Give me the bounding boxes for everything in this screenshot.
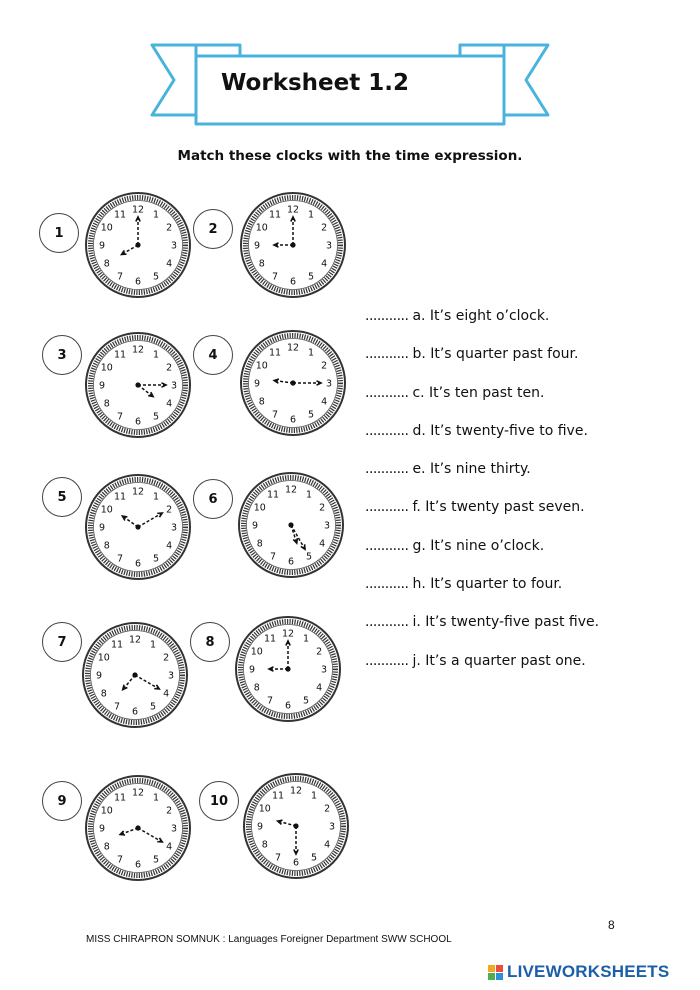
clock-face — [83, 330, 193, 440]
clock-center-dot — [288, 522, 293, 527]
clock-numeral: 5 — [302, 695, 310, 707]
clock-numeral: 5 — [152, 411, 160, 423]
clock-numeral: 2 — [166, 805, 173, 817]
clock-numeral: 11 — [113, 349, 127, 361]
answer-text: f. It’s twenty past seven. — [412, 499, 585, 516]
clock-numeral: 2 — [166, 504, 173, 516]
clock-numeral: 7 — [116, 411, 124, 423]
clock-numeral: 8 — [256, 538, 263, 550]
clock-numeral: 1 — [305, 489, 313, 501]
clock-2 — [238, 190, 348, 300]
clock-numeral: 12 — [131, 344, 145, 356]
clock-numeral: 1 — [302, 633, 310, 645]
clock-numeral: 2 — [321, 222, 328, 234]
answer-blank[interactable]: ........... — [365, 422, 409, 439]
clock-1 — [83, 190, 193, 300]
answer-text: b. It’s quarter past four. — [412, 346, 579, 363]
clock-numeral: 3 — [167, 670, 175, 682]
answer-text: j. It’s a quarter past one. — [412, 652, 586, 669]
clock-numeral: 7 — [116, 553, 124, 565]
clock-numeral: 12 — [128, 634, 142, 646]
clock-numeral: 7 — [113, 701, 121, 713]
clock-numeral: 12 — [131, 787, 145, 799]
clock-numeral: 7 — [271, 271, 279, 283]
clock-numeral: 1 — [310, 790, 318, 802]
clock-center-dot — [293, 823, 298, 828]
answer-text: g. It’s nine o’clock. — [412, 537, 545, 554]
answer-text: c. It’s ten past ten. — [412, 384, 545, 401]
clock-numeral: 6 — [292, 857, 300, 869]
clock-label: 9 — [57, 793, 67, 809]
answer-blank[interactable]: ........... — [365, 308, 409, 324]
answer-blank[interactable]: ........... — [365, 614, 409, 631]
clock-numeral: 10 — [253, 502, 266, 514]
clock-numeral: 2 — [324, 803, 331, 815]
answer-item — [365, 423, 599, 461]
clock-numeral: 10 — [250, 646, 263, 658]
logo-square — [488, 965, 495, 972]
clock-numeral: 11 — [266, 489, 280, 501]
logo-square — [488, 973, 495, 980]
answer-item — [365, 614, 599, 652]
clock-numeral: 4 — [166, 841, 173, 853]
clock-numeral: 2 — [163, 652, 170, 664]
clock-numeral: 11 — [268, 209, 282, 221]
answer-text: e. It’s nine thirty. — [412, 461, 531, 478]
clock-center-dot — [132, 672, 137, 677]
clock-numeral: 6 — [289, 276, 297, 288]
footer-credit: MISS CHIRAPRON SOMNUK : Languages Foreigner Department SWW SCHOOL — [86, 934, 452, 945]
clock-numeral: 11 — [110, 639, 124, 651]
clock-numeral: 7 — [116, 854, 124, 866]
clock-numeral: 12 — [286, 204, 300, 216]
clock-center-dot — [135, 382, 140, 387]
clock-label: 1 — [54, 225, 64, 241]
clock-numeral: 4 — [319, 538, 326, 550]
clock-numeral: 3 — [320, 664, 328, 676]
clock-numeral: 4 — [324, 839, 331, 851]
clock-numeral: 5 — [310, 852, 318, 864]
clock-numeral: 7 — [116, 271, 124, 283]
clock-numeral: 9 — [248, 664, 256, 676]
clock-face — [83, 773, 193, 883]
clock-numeral: 3 — [170, 240, 178, 252]
clock-label: 2 — [208, 221, 218, 237]
clock-numeral: 10 — [97, 652, 110, 664]
clock-center-dot — [135, 825, 140, 830]
clock-numeral: 4 — [166, 258, 173, 270]
clock-9 — [83, 773, 193, 883]
answer-item — [365, 499, 599, 537]
clock-numeral: 12 — [286, 342, 300, 354]
answer-item — [365, 461, 599, 499]
clock-numeral: 10 — [100, 805, 113, 817]
clock-face — [83, 472, 193, 582]
clock-badge-7 — [42, 622, 82, 662]
liveworksheets-logo[interactable] — [488, 961, 669, 983]
clock-numeral: 6 — [134, 558, 142, 570]
answer-text: a. It’s eight o’clock. — [412, 308, 550, 324]
page-number: 8 — [608, 918, 615, 932]
clock-8 — [233, 614, 343, 724]
clock-10 — [241, 771, 351, 881]
clock-numeral: 2 — [166, 362, 173, 374]
clock-label: 6 — [208, 491, 218, 507]
clock-numeral: 9 — [95, 670, 103, 682]
clock-numeral: 8 — [258, 258, 265, 270]
answer-item — [365, 385, 599, 423]
clock-numeral: 10 — [100, 222, 113, 234]
clock-numeral: 9 — [98, 240, 106, 252]
answer-text: d. It’s twenty-five to five. — [412, 422, 588, 439]
clock-numeral: 4 — [316, 682, 323, 694]
clock-numeral: 9 — [256, 821, 264, 833]
clock-face — [236, 470, 346, 580]
answer-item — [365, 308, 599, 346]
clock-numeral: 4 — [166, 540, 173, 552]
clock-label: 3 — [57, 347, 67, 363]
clock-numeral: 10 — [255, 360, 268, 372]
clock-label: 10 — [209, 793, 229, 809]
clock-label: 5 — [57, 489, 67, 505]
clock-numeral: 10 — [255, 222, 268, 234]
clock-numeral: 9 — [98, 823, 106, 835]
clock-numeral: 8 — [103, 540, 110, 552]
clock-numeral: 4 — [163, 688, 170, 700]
clock-badge-6 — [193, 479, 233, 519]
answer-text: h. It’s quarter to four. — [412, 576, 563, 593]
clock-numeral: 1 — [149, 639, 157, 651]
clock-center-dot — [290, 380, 295, 385]
answer-blank[interactable]: ........... — [365, 499, 409, 516]
clock-numeral: 2 — [319, 502, 326, 514]
clock-badge-3 — [42, 335, 82, 375]
clock-badge-5 — [42, 477, 82, 517]
clock-numeral: 10 — [100, 362, 113, 374]
clock-numeral: 3 — [325, 378, 333, 390]
clock-numeral: 2 — [166, 222, 173, 234]
answer-item — [365, 346, 599, 384]
answer-blank[interactable]: ........... — [365, 384, 409, 401]
clock-badge-9 — [42, 781, 82, 821]
answer-text: i. It’s twenty-five past five. — [412, 614, 600, 631]
clock-numeral: 4 — [166, 398, 173, 410]
clock-numeral: 7 — [269, 551, 277, 563]
clock-numeral: 11 — [268, 347, 282, 359]
clock-numeral: 9 — [253, 240, 261, 252]
clock-numeral: 9 — [251, 520, 259, 532]
clock-face — [83, 190, 193, 300]
clock-center-dot — [290, 242, 295, 247]
answer-item — [365, 538, 599, 576]
clock-numeral: 4 — [321, 258, 328, 270]
clock-numeral: 6 — [289, 414, 297, 426]
clock-numeral: 7 — [274, 852, 282, 864]
clock-numeral: 8 — [103, 398, 110, 410]
clock-numeral: 11 — [271, 790, 285, 802]
clock-numeral: 3 — [170, 823, 178, 835]
clock-numeral: 1 — [152, 349, 160, 361]
clock-face — [238, 190, 348, 300]
answer-item — [365, 576, 599, 614]
clock-numeral: 4 — [321, 396, 328, 408]
clock-numeral: 7 — [266, 695, 274, 707]
clock-numeral: 6 — [284, 700, 292, 712]
logo-square — [496, 965, 503, 972]
page-title: Worksheet 1.2 — [221, 70, 409, 96]
clock-numeral: 5 — [307, 271, 315, 283]
clock-numeral: 10 — [100, 504, 113, 516]
clock-numeral: 5 — [305, 551, 313, 563]
clock-numeral: 6 — [287, 556, 295, 568]
answer-blank[interactable]: ........... — [365, 461, 409, 478]
clock-numeral: 2 — [316, 646, 323, 658]
clock-numeral: 1 — [307, 347, 315, 359]
clock-face — [80, 620, 190, 730]
clock-numeral: 3 — [170, 380, 178, 392]
clock-3 — [83, 330, 193, 440]
clock-numeral: 6 — [131, 706, 139, 718]
clock-numeral: 5 — [152, 854, 160, 866]
clock-numeral: 7 — [271, 409, 279, 421]
clock-numeral: 3 — [325, 240, 333, 252]
clock-numeral: 3 — [328, 821, 336, 833]
clock-badge-10 — [199, 781, 239, 821]
clock-numeral: 6 — [134, 416, 142, 428]
clock-numeral: 1 — [152, 209, 160, 221]
answer-blank[interactable]: ........... — [365, 652, 409, 669]
clock-4 — [238, 328, 348, 438]
clock-numeral: 10 — [258, 803, 271, 815]
clock-numeral: 9 — [253, 378, 261, 390]
clock-face — [241, 771, 351, 881]
clock-numeral: 8 — [261, 839, 268, 851]
clock-numeral: 3 — [170, 522, 178, 534]
answer-item — [365, 653, 599, 691]
clock-numeral: 3 — [323, 520, 331, 532]
instruction-text: Match these clocks with the time expression. — [177, 148, 523, 164]
clock-face — [233, 614, 343, 724]
clock-label: 4 — [208, 347, 218, 363]
liveworksheets-logo-icon — [488, 965, 503, 980]
clock-numeral: 1 — [307, 209, 315, 221]
clock-numeral: 5 — [149, 701, 157, 713]
clock-numeral: 11 — [113, 491, 127, 503]
liveworksheets-wordmark: LIVEWORKSHEETS — [507, 962, 670, 981]
clock-numeral: 8 — [103, 258, 110, 270]
answer-blank[interactable]: ........... — [365, 346, 409, 363]
clock-numeral: 1 — [152, 792, 160, 804]
clock-badge-2 — [193, 209, 233, 249]
clock-numeral: 5 — [152, 553, 160, 565]
clock-numeral: 8 — [103, 841, 110, 853]
clock-numeral: 9 — [98, 380, 106, 392]
clock-numeral: 9 — [98, 522, 106, 534]
answer-blank[interactable]: ........... — [365, 537, 409, 554]
clock-numeral: 11 — [113, 792, 127, 804]
clock-numeral: 12 — [284, 484, 298, 496]
clock-numeral: 8 — [258, 396, 265, 408]
clock-6 — [236, 470, 346, 580]
clock-numeral: 12 — [289, 785, 303, 797]
clock-numeral: 11 — [113, 209, 127, 221]
clock-face — [238, 328, 348, 438]
clock-numeral: 8 — [253, 682, 260, 694]
clock-numeral: 12 — [131, 486, 145, 498]
clock-badge-1 — [39, 213, 79, 253]
clock-badge-8 — [190, 622, 230, 662]
clock-badge-4 — [193, 335, 233, 375]
answer-blank[interactable]: ........... — [365, 576, 409, 593]
logo-square — [496, 973, 503, 980]
clock-numeral: 5 — [152, 271, 160, 283]
clock-7 — [80, 620, 190, 730]
clock-numeral: 8 — [100, 688, 107, 700]
clock-numeral: 6 — [134, 276, 142, 288]
clock-numeral: 12 — [281, 628, 295, 640]
clock-center-dot — [135, 242, 140, 247]
clock-numeral: 11 — [263, 633, 277, 645]
clock-5 — [83, 472, 193, 582]
clock-numeral: 2 — [321, 360, 328, 372]
answer-list — [365, 308, 599, 691]
clock-numeral: 1 — [152, 491, 160, 503]
clock-label: 7 — [57, 634, 67, 650]
clock-numeral: 5 — [307, 409, 315, 421]
clock-center-dot — [285, 666, 290, 671]
clock-numeral: 12 — [131, 204, 145, 216]
clock-label: 8 — [205, 634, 215, 650]
clock-center-dot — [135, 524, 140, 529]
clock-numeral: 6 — [134, 859, 142, 871]
